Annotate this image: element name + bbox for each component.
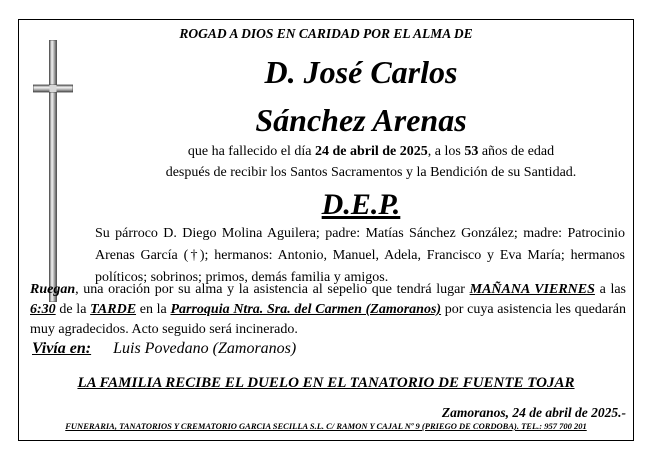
prayer-ruegan: Ruegan xyxy=(30,282,76,297)
family-text: Su párroco D. Diego Molina Aguilera; padre: Matías Sánchez González; madre: Patrocinio Arenas García (†); hermanos: Antonio, Manuel, Adela, Francisco y Eva María; hermanos políticos; sobrinos; primos, demás familia y amigos. xyxy=(95,226,625,285)
prayer-t4: en la xyxy=(136,302,171,317)
death-post: años de edad xyxy=(478,144,555,159)
funeral-home-footer: FUNERARIA, TANATORIOS Y CREMATORIO GARCIA SECILLA S.L. C/ RAMON Y CAJAL Nº 9 (PRIEGO DE CORDOBA). TEL.: 957 700 201 xyxy=(65,421,587,431)
prayer-t2: a las xyxy=(594,282,627,297)
sacraments-text: después de recibir los Santos Sacramentos y la Bendición de su Santidad. xyxy=(165,165,577,180)
vivia-label: Vivía en: xyxy=(32,340,92,357)
prayer-tarde: TARDE xyxy=(90,302,137,317)
death-date: 24 de abril de 2025 xyxy=(314,144,428,159)
death-mid: , a los xyxy=(427,144,465,159)
prayer-church: Parroquia Ntra. Sra. del Carmen (Zamoranos) xyxy=(170,302,442,317)
vivia-en xyxy=(32,340,296,358)
prayer-text xyxy=(30,280,626,340)
prayer-time: 6:30 xyxy=(30,302,56,317)
death-pre: que ha fallecido el día xyxy=(187,144,315,159)
dep-heading: D.E.P. xyxy=(321,188,401,221)
duelo-text: LA FAMILIA RECIBE EL DUELO EN EL TANATORIO DE FUENTE TOJAR xyxy=(77,375,575,391)
prayer-t3: de la xyxy=(55,302,91,317)
death-info xyxy=(90,145,652,159)
header-text: ROGAD A DIOS EN CARIDAD POR EL ALMA DE xyxy=(179,26,473,41)
prayer-t5: por cuya asistencia les quedarán muy agradecidos. Acto seguido será incinerado. xyxy=(30,302,626,337)
deceased-name-line2: Sánchez Arenas xyxy=(255,102,467,138)
deceased-name-line1: D. José Carlos xyxy=(264,54,458,90)
place-date: Zamoranos, 24 de abril de 2025.- xyxy=(441,405,626,420)
prayer-t1: , una oración por su alma y la asistencia al sepelio que tendrá lugar xyxy=(75,282,470,297)
latin-cross-icon xyxy=(33,40,73,302)
prayer-when: MAÑANA VIERNES xyxy=(469,282,595,297)
vivia-value: Luis Povedano (Zamoranos) xyxy=(113,340,297,357)
death-age: 53 xyxy=(464,144,479,159)
